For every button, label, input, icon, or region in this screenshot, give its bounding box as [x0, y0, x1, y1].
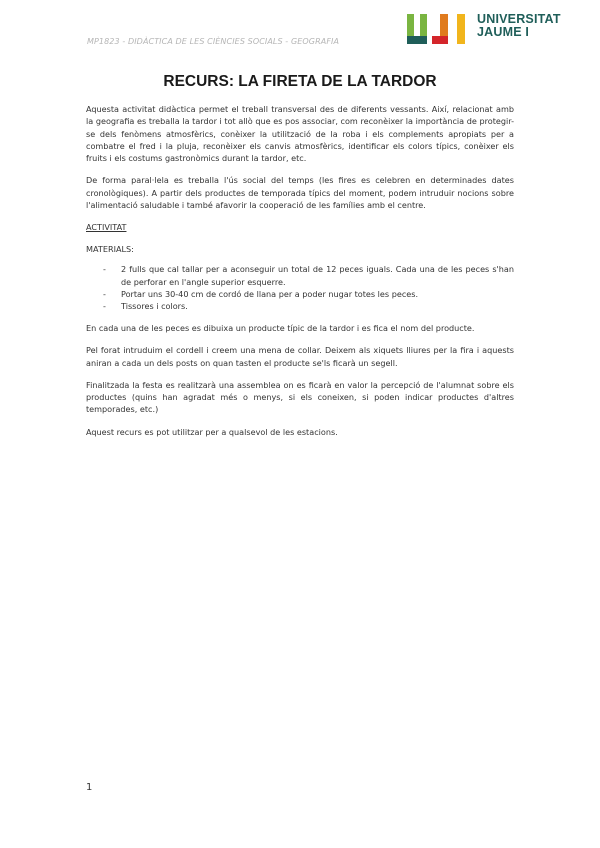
university-logo: [407, 12, 577, 46]
closing-paragraph-3: Finalitzada la festa es realitzarà una assemblea on es ficarà en valor la percepció de l'alumnat sobre els productes (quins han agradat més o menys, si els coneixen, si poden indicar productes d'altres temporades, etc.): [86, 379, 514, 415]
intro-paragraph-1: Aquesta activitat didàctica permet el treball transversal des de diferents vessants. Així, relacionat amb la geografia es treballa la tardor i tot allò que es pos associar, com reconèixer la importància de protegir-se dels fenòmens atmosfèrics, conèixer la utilització de la roba i els complements apropiats per a combatre el fred i la pluja, reconèixer els canvis atmosfèrics, identificar els colors típics, conèixer els fruits i els costums gastronòmics durant la tardor, etc.: [86, 104, 514, 164]
materials-list-item: [86, 288, 514, 300]
university-name: [477, 13, 561, 39]
list-dash: -: [103, 264, 106, 275]
intro-paragraph-2: De forma paral·lela es treballa l'ús social del temps (les fires es celebren en determinades dates cronològiques). A partir dels productes de temporada típics del moment, podem intruduir nocions sobre l'alimentació saludable i també afavorir la cooperació de les famílies amb el centre.: [86, 175, 514, 210]
materials-list-item: [86, 263, 514, 288]
materials-label: MATERIALS:: [86, 244, 134, 255]
materials-item-text: Portar uns 30-40 cm de cordó de llana per a poder nugar totes les peces.: [121, 288, 419, 299]
uji-logo-icon: [407, 12, 469, 44]
list-dash: -: [103, 288, 106, 299]
document-title: RECURS: LA FIRETA DE LA TARDOR: [163, 73, 437, 90]
page-number: 1: [86, 782, 93, 793]
activity-heading: ACTIVITAT: [86, 221, 127, 232]
materials-item-text: Tissores i colors.: [121, 301, 188, 312]
document-body: [86, 103, 514, 448]
list-dash: -: [103, 301, 106, 312]
closing-paragraph-1: En cada una de les peces es dibuixa un producte típic de la tardor i es fica el nom del producte.: [86, 323, 475, 334]
university-name-line2: JAUME I: [477, 25, 530, 39]
materials-item-text: 2 fulls que cal tallar per a aconseguir un total de 12 peces iguals. Cada una de les peces s'han de perforar en l'angle superior esquerre.: [121, 264, 514, 287]
closing-paragraph-4: Aquest recurs es pot utilitzar per a qualsevol de les estacions.: [86, 426, 338, 437]
document-header-course: MP1823 - DIDÀCTICA DE LES CIÈNCIES SOCIALS - GEOGRAFIA: [87, 37, 340, 46]
university-name-line1: UNIVERSITAT: [477, 12, 561, 26]
closing-paragraph-2: Pel forat intruduim el cordell i creem una mena de collar. Deixem als xiquets lliures per la fira i aquests aniran a cada un dels posts on quan tasten el producte se'ls ficarà un segell.: [86, 345, 514, 368]
materials-list-item: [86, 300, 514, 312]
materials-list: [86, 263, 514, 312]
